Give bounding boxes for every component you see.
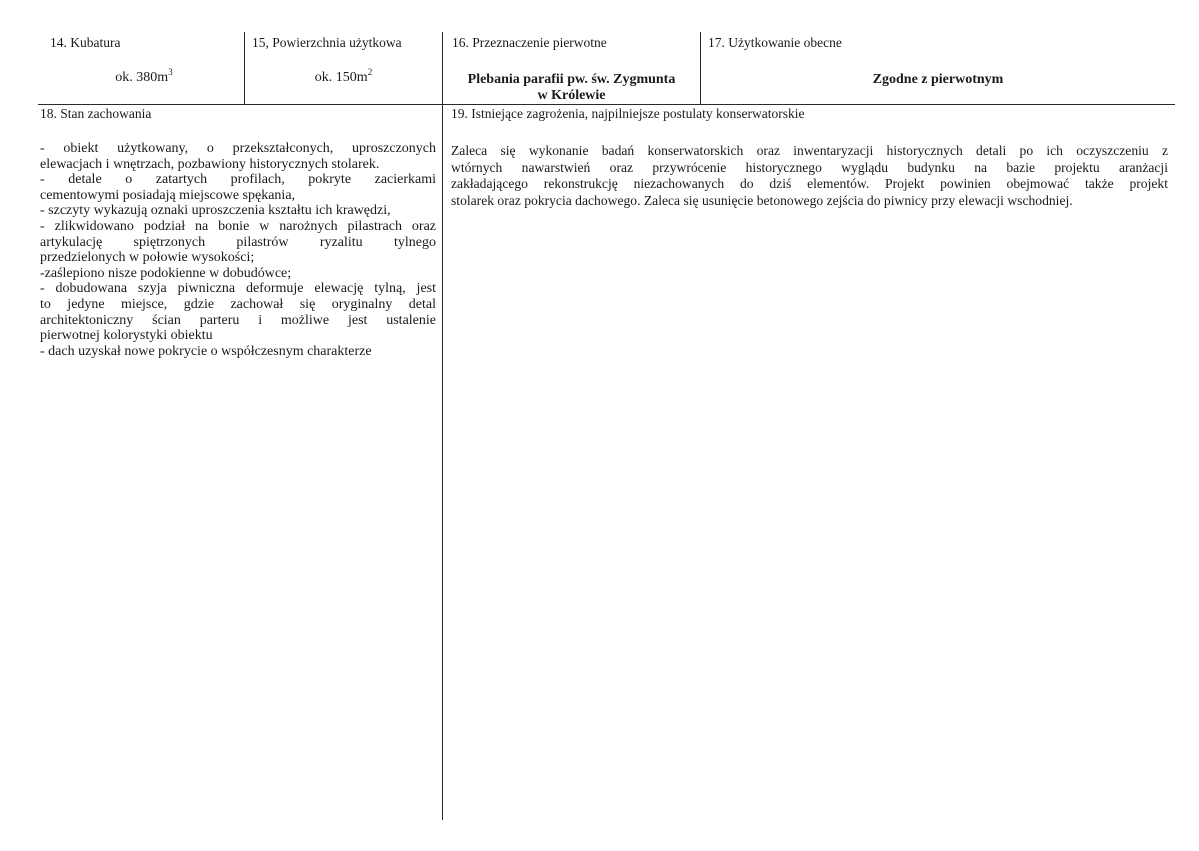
postulaty-line: wtórnych nawarstwień oraz przywrócenie historycznego wyglądu budynku na bazie projektu aranżacji — [451, 159, 1168, 175]
stan-line: - zlikwidowano podział na bonie w narożnych pilastrach oraz — [40, 218, 436, 234]
postulaty-text — [451, 143, 1168, 209]
row-separator — [38, 104, 1175, 105]
stan-line: artykulację spiętrzonych pilastrów ryzalitu tylnego — [40, 234, 436, 250]
powierzchnia-value-text: ok. 150m — [314, 70, 368, 85]
stan-line: -zaślepiono nisze podokienne w dobudówce; — [40, 265, 292, 281]
uzytkowanie-label: 17. Użytkowanie obecne — [708, 35, 842, 50]
przeznaczenie-value-line1: Plebania parafii pw. św. Zygmunta — [467, 72, 676, 87]
powierzchnia-value-exponent: 2 — [367, 67, 373, 77]
uzytkowanie-value: Zgodne z pierwotnym — [872, 72, 1004, 87]
postulaty-line: zakładającego rekonstrukcję niezachowanych do dziś elementów. Projekt powinien obejmować także projekt — [451, 176, 1168, 192]
postulaty-line: Zaleca się wykonanie badań konserwatorskich oraz inwentaryzacji historycznych detali po ich oczyszczeniu z — [451, 143, 1168, 158]
stan-line: cementowymi posiadają miejscowe spękania, — [40, 187, 296, 203]
stan-line: - detale o zatartych profilach, pokryte zacierkami — [40, 172, 436, 188]
kubatura-label: 14. Kubatura — [50, 35, 121, 50]
stan-line: architektoniczny ścian parteru i możliwe jest ustalenie — [40, 312, 436, 328]
top-row-divider-1 — [244, 32, 245, 104]
postulaty-line: stolarek oraz pokrycia dachowego. Zaleca się usunięcie betonowego zejścia do piwnicy przy elewacji wschodniej. — [451, 192, 1073, 208]
top-row-divider-3 — [700, 32, 701, 104]
stan-line: pierwotnej kolorystyki obiektu — [40, 328, 213, 344]
powierzchnia-label: 15, Powierzchnia użytkowa — [252, 35, 402, 50]
przeznaczenie-value-line2: w Królewie — [537, 88, 606, 103]
postulaty-label: 19. Istniejące zagrożenia, najpilniejsze postulaty konserwatorskie — [451, 106, 805, 121]
stan-line: - dobudowana szyja piwniczna deformuje elewację tylną, jest — [40, 281, 436, 297]
kubatura-value — [44, 67, 244, 86]
kubatura-value-exponent: 3 — [168, 67, 173, 77]
stan-line: - obiekt użytkowany, o przekształconych, uproszczonych — [40, 141, 436, 156]
stan-line: - dach uzyskał nowe pokrycie o współczesnym charakterze — [40, 343, 372, 359]
stan-zachowania-text — [40, 141, 436, 359]
stan-zachowania-label: 18. Stan zachowania — [40, 106, 152, 121]
stan-line: elewacjach i wnętrzach, pozbawiony historycznych stolarek. — [40, 156, 380, 172]
main-column-divider — [442, 104, 443, 820]
kubatura-value-text: ok. 380m — [115, 70, 169, 85]
powierzchnia-value — [245, 67, 442, 86]
stan-line: przedzielonych w połowie wysokości; — [40, 250, 255, 266]
stan-line: - szczyty wykazują oznaki uproszczenia kształtu ich krawędzi, — [40, 203, 391, 219]
przeznaczenie-label: 16. Przeznaczenie pierwotne — [452, 35, 607, 50]
stan-line: to jedyne miejsce, gdzie zachował się oryginalny detal — [40, 296, 436, 312]
